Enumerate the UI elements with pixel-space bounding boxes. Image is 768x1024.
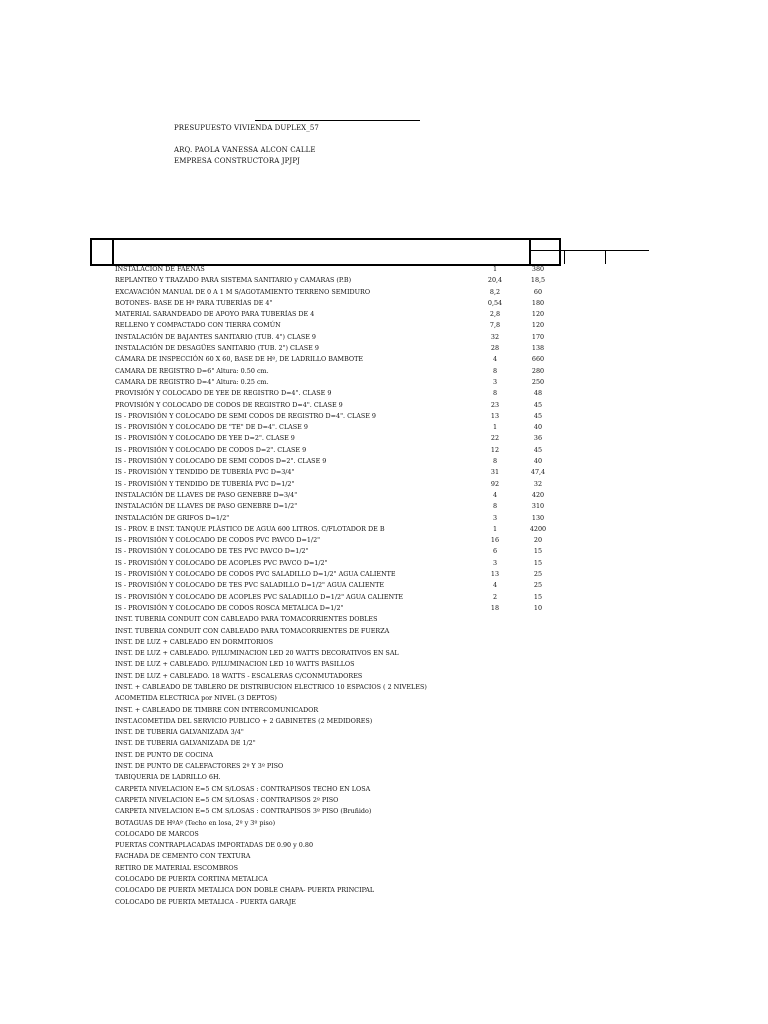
subcolumn-divider <box>605 250 606 264</box>
item-description: INST. TUBERIA CONDUIT CON CABLEADO PARA TOMACORRIENTES DE FUERZA <box>115 626 390 635</box>
table-row <box>115 309 555 320</box>
table-row <box>115 626 555 637</box>
item-description: TABIQUERIA DE LADRILLO 6H. <box>115 773 221 782</box>
item-unit-price: 20 <box>533 536 543 545</box>
item-description: IS - PROVISIÓN Y COLOCADO DE SEMI CODOS DE REGISTRO D=4". CLASE 9 <box>115 411 376 420</box>
item-unit-price: 180 <box>531 298 545 307</box>
item-description: INST. TUBERIA CONDUIT CON CABLEADO PARA TOMACORRIENTES DOBLES <box>115 615 378 624</box>
item-quantity: 3 <box>492 558 498 567</box>
item-description: IS - PROVISIÓN Y TENDIDO DE TUBERÍA PVC D=3/4" <box>115 468 295 477</box>
item-description: INST. DE PUNTO DE CALEFACTORES 2º Y 3º PISO <box>115 762 284 771</box>
item-description: COLOCADO DE PUERTA METALICA - PUERTA GARAJE <box>115 897 296 906</box>
item-quantity: 4 <box>492 355 498 364</box>
item-unit-price: 138 <box>531 344 545 353</box>
table-row <box>115 727 555 738</box>
item-unit-price: 36 <box>533 434 543 443</box>
item-description: MATERIAL SARANDEADO DE APOYO PARA TUBERÍAS DE 4 <box>115 310 315 319</box>
item-unit-price: 32 <box>533 479 543 488</box>
item-description: IS - PROVISIÓN Y COLOCADO DE TES PVC PAVCO D=1/2" <box>115 547 309 556</box>
item-unit-price: 120 <box>531 321 545 330</box>
table-row <box>115 885 555 896</box>
item-description: IS - PROVISIÓN Y COLOCADO DE TES PVC SALADILLO D=1/2" AGUA CALIENTE <box>115 581 385 590</box>
item-quantity: 31 <box>490 468 500 477</box>
item-quantity: 2 <box>492 592 498 601</box>
item-description: INST. + CABLEADO DE TIMBRE CON INTERCOMUNICADOR <box>115 705 319 714</box>
item-description: CARPETA NIVELACION E=5 CM S/LOSAS : CONTRAPISOS 2º PISO <box>115 795 339 804</box>
item-unit-price: 380 <box>531 265 545 273</box>
item-description: RELLENO Y COMPACTADO CON TIERRA COMÚN <box>115 321 281 330</box>
item-description: PUERTAS CONTRAPLACADAS IMPORTADAS DE 0.90 y 0.80 <box>115 841 314 850</box>
table-row <box>115 467 555 478</box>
item-description: IS - PROVISIÓN Y COLOCADO DE CODOS PVC SALADILLO D=1/2" AGUA CALIENTE <box>115 570 396 579</box>
table-row <box>115 479 555 490</box>
table-row <box>115 705 555 716</box>
table-row <box>115 433 555 444</box>
table-row <box>115 806 555 817</box>
item-description: COLOCADO DE MARCOS <box>115 829 199 838</box>
item-description: BOTAGUAS DE HºAº (Techo en losa, 2º y 3º piso) <box>115 818 276 827</box>
item-quantity: 8 <box>492 457 498 466</box>
item-unit-price: 18,5 <box>530 276 546 285</box>
item-quantity: 1 <box>492 423 498 432</box>
item-description: INST. DE TUBERIA GALVANIZADA 3/4" <box>115 728 244 737</box>
item-unit-price: 40 <box>533 457 543 466</box>
item-description: INST. DE LUZ + CABLEADO. P/ILUMINACION LED 10 WATTS PASILLOS <box>115 660 355 669</box>
architect-name: ARQ. PAOLA VANESSA ALCON CALLE <box>174 146 316 154</box>
item-quantity: 16 <box>490 536 500 545</box>
item-quantity: 32 <box>490 332 500 341</box>
item-description: PROVISIÓN Y COLOCADO DE YEE DE REGISTRO D=4". CLASE 9 <box>115 389 332 398</box>
item-quantity: 1 <box>492 524 498 533</box>
table-row <box>115 275 555 286</box>
item-description: INST. DE LUZ + CABLEADO. 18 WATTS - ESCALERAS C/CONMUTADORES <box>115 671 363 680</box>
table-row <box>115 287 555 298</box>
item-quantity: 8 <box>492 389 498 398</box>
item-description: CARPETA NIVELACION E=5 CM S/LOSAS : CONTRAPISOS 3º PISO (Bruñido) <box>115 807 372 816</box>
item-quantity: 3 <box>492 513 498 522</box>
item-description: IS - PROVISIÓN Y COLOCADO DE CODOS ROSCA METALICA D=1/2" <box>115 603 344 612</box>
item-unit-price: 45 <box>533 411 543 420</box>
item-quantity: 22 <box>490 434 500 443</box>
item-description: CARPETA NIVELACION E=5 CM S/LOSAS : CONTRAPISOS TECHO EN LOSA <box>115 784 371 793</box>
table-row <box>115 693 555 704</box>
item-quantity: 12 <box>490 445 500 454</box>
item-description: IS - PROVISIÓN Y COLOCADO DE SEMI CODOS D=2". CLASE 9 <box>115 457 327 466</box>
table-row <box>115 320 555 331</box>
table-row <box>115 659 555 670</box>
item-unit-price: 40 <box>533 423 543 432</box>
table-row <box>115 637 555 648</box>
item-description: INST. DE PUNTO DE COCINA <box>115 750 213 759</box>
table-row <box>115 298 555 309</box>
item-description: REPLANTEO Y TRAZADO PARA SISTEMA SANITARIO y CAMARAS (P.B) <box>115 276 352 285</box>
item-description: IS - PROVISIÓN Y COLOCADO DE CODOS D=2". CLASE 9 <box>115 445 307 454</box>
item-description: IS - PROVISIÓN Y COLOCADO DE "TE" DE D=4". CLASE 9 <box>115 423 308 432</box>
table-row <box>115 784 555 795</box>
item-quantity: 4 <box>492 490 498 499</box>
table-row <box>115 682 555 693</box>
item-quantity: 13 <box>490 411 500 420</box>
table-row <box>115 264 555 275</box>
item-unit-price: 15 <box>533 558 543 567</box>
item-quantity: 8,2 <box>489 287 501 296</box>
item-description: INSTALACIÓN DE LLAVES DE PASO GENEBRE D=3/4" <box>115 490 298 499</box>
table-row <box>115 490 555 501</box>
table-row <box>115 738 555 749</box>
table-row <box>115 614 555 625</box>
table-row <box>115 524 555 535</box>
item-unit-price: 25 <box>533 570 543 579</box>
table-row <box>115 445 555 456</box>
item-description: CAMARA DE REGISTRO D=4" Altura: 0.25 cm. <box>115 377 269 386</box>
item-description: INSTALACIÓN DE GRIFOS D=1/2" <box>115 513 230 522</box>
table-row <box>115 851 555 862</box>
item-description: INST.ACOMETIDA DEL SERVICIO PUBLICO + 2 GABINETES (2 MEDIDORES) <box>115 716 373 725</box>
table-row <box>115 513 555 524</box>
item-quantity: 6 <box>492 547 498 556</box>
table-row <box>115 569 555 580</box>
item-description: CÁMARA DE INSPECCIÓN 60 X 60, BASE DE Hº, DE LADRILLO BAMBOTE <box>115 355 364 364</box>
item-description: IS - PROV. E INST. TANQUE PLÁSTICO DE AGUA 600 LITROS. C/FLOTADOR DE B <box>115 524 385 533</box>
table-row <box>115 388 555 399</box>
item-unit-price: 10 <box>533 603 543 612</box>
table-row <box>115 761 555 772</box>
item-unit-price: 660 <box>531 355 545 364</box>
item-unit-price: 60 <box>533 287 543 296</box>
table-row <box>115 501 555 512</box>
item-unit-price: 250 <box>531 377 545 386</box>
table-row <box>115 377 555 388</box>
item-quantity: 28 <box>490 344 500 353</box>
item-description: FACHADA DE CEMENTO CON TEXTURA <box>115 852 251 861</box>
item-quantity: 3 <box>492 377 498 386</box>
item-unit-price: 15 <box>533 592 543 601</box>
table-row <box>115 829 555 840</box>
item-description: IS - PROVISIÓN Y COLOCADO DE ACOPLES PVC PAVCO D=1/2" <box>115 558 328 567</box>
table-row <box>115 772 555 783</box>
item-description: COLOCADO DE PUERTA CORTINA METALICA <box>115 875 268 884</box>
table-row <box>115 366 555 377</box>
table-row <box>115 818 555 829</box>
table-row <box>115 648 555 659</box>
table-row <box>115 411 555 422</box>
table-row <box>115 535 555 546</box>
item-description: BOTONES- BASE DE Hº PARA TUBERÍAS DE 4" <box>115 298 273 307</box>
item-quantity: 18 <box>490 603 500 612</box>
item-unit-price: 15 <box>533 547 543 556</box>
table-row <box>115 897 555 908</box>
table-row <box>115 422 555 433</box>
table-row <box>115 750 555 761</box>
table-row <box>115 332 555 343</box>
item-description: RETIRO DE MATERIAL ESCOMBROS <box>115 863 238 872</box>
item-description: PROVISIÓN Y COLOCADO DE CODOS DE REGISTRO D=4". CLASE 9 <box>115 400 343 409</box>
item-quantity: 23 <box>490 400 500 409</box>
table-row <box>115 546 555 557</box>
item-unit-price: 130 <box>531 513 545 522</box>
table-row <box>115 400 555 411</box>
column-divider <box>112 238 114 264</box>
item-unit-price: 280 <box>531 366 545 375</box>
header-rule <box>255 120 420 121</box>
table-row <box>115 874 555 885</box>
item-quantity: 8 <box>492 366 498 375</box>
item-unit-price: 310 <box>531 502 545 511</box>
item-quantity: 0,54 <box>487 298 503 307</box>
item-quantity: 20,4 <box>487 276 503 285</box>
table-row <box>115 580 555 591</box>
item-unit-price: 170 <box>531 332 545 341</box>
item-quantity: 2,8 <box>489 310 501 319</box>
table-row <box>115 592 555 603</box>
table-row <box>115 456 555 467</box>
item-description: INST. + CABLEADO DE TABLERO DE DISTRIBUCION ELECTRICO 10 ESPACIOS ( 2 NIVELES) <box>115 682 427 691</box>
items-table <box>115 264 555 908</box>
table-row <box>115 603 555 614</box>
item-description: CAMARA DE REGISTRO D=6" Altura: 0.50 cm. <box>115 366 269 375</box>
table-row <box>115 671 555 682</box>
item-quantity: 8 <box>492 502 498 511</box>
table-row <box>115 716 555 727</box>
item-unit-price: 45 <box>533 400 543 409</box>
item-quantity: 92 <box>490 479 500 488</box>
subheader-rule <box>531 250 649 251</box>
item-quantity: 7,8 <box>489 321 501 330</box>
table-header <box>90 238 559 264</box>
item-quantity: 1 <box>492 265 498 273</box>
item-description: INST. DE LUZ + CABLEADO. P/ILUMINACION LED 20 WATTS DECORATIVOS EN SAL <box>115 649 399 658</box>
item-unit-price: 25 <box>533 581 543 590</box>
item-description: COLOCADO DE PUERTA METALICA DON DOBLE CHAPA- PUERTA PRINCIPAL <box>115 886 375 895</box>
table-row <box>115 863 555 874</box>
item-description: ACOMETIDA ELECTRICA por NIVEL (3 DEPTOS) <box>115 694 277 703</box>
item-description: INST. DE TUBERIA GALVANIZADA DE 1/2" <box>115 739 256 748</box>
item-quantity: 13 <box>490 570 500 579</box>
table-row <box>115 840 555 851</box>
item-description: INSTALACIÓN DE LLAVES DE PASO GENEBRE D=1/2" <box>115 502 298 511</box>
item-description: IS - PROVISIÓN Y TENDIDO DE TUBERÍA PVC D=1/2" <box>115 479 295 488</box>
company-name: EMPRESA CONSTRUCTORA JPJPJ <box>174 157 301 165</box>
item-unit-price: 120 <box>531 310 545 319</box>
item-description: IS - PROVISIÓN Y COLOCADO DE CODOS PVC PAVCO D=1/2" <box>115 536 321 545</box>
budget-title: PRESUPUESTO VIVIENDA DUPLEX_57 <box>174 124 319 132</box>
item-description: INSTALACION DE FAENAS <box>115 265 205 273</box>
column-divider <box>529 238 531 264</box>
table-row <box>115 354 555 365</box>
item-unit-price: 420 <box>531 490 545 499</box>
subcolumn-divider <box>564 250 565 264</box>
item-quantity: 4 <box>492 581 498 590</box>
item-unit-price: 45 <box>533 445 543 454</box>
item-description: INSTALACIÓN DE BAJANTES SANITARIO (TUB. 4") CLASE 9 <box>115 332 316 341</box>
table-header-border <box>90 238 561 266</box>
item-description: INSTALACIÓN DE DESAGÜES SANITARIO (TUB. 2") CLASE 9 <box>115 344 319 353</box>
item-unit-price: 4200 <box>529 524 547 533</box>
table-row <box>115 795 555 806</box>
item-description: IS - PROVISIÓN Y COLOCADO DE ACOPLES PVC SALADILLO D=1/2" AGUA CALIENTE <box>115 592 404 601</box>
table-row <box>115 558 555 569</box>
table-row <box>115 343 555 354</box>
item-description: IS - PROVISIÓN Y COLOCADO DE YEE D=2". CLASE 9 <box>115 434 295 443</box>
item-unit-price: 47,4 <box>530 468 546 477</box>
item-description: EXCAVACIÓN MANUAL DE 0 A 1 M S/AGOTAMIENTO TERRENO SEMIDURO <box>115 287 371 296</box>
item-unit-price: 48 <box>533 389 543 398</box>
item-description: INST. DE LUZ + CABLEADO EN DORMITORIOS <box>115 637 273 646</box>
